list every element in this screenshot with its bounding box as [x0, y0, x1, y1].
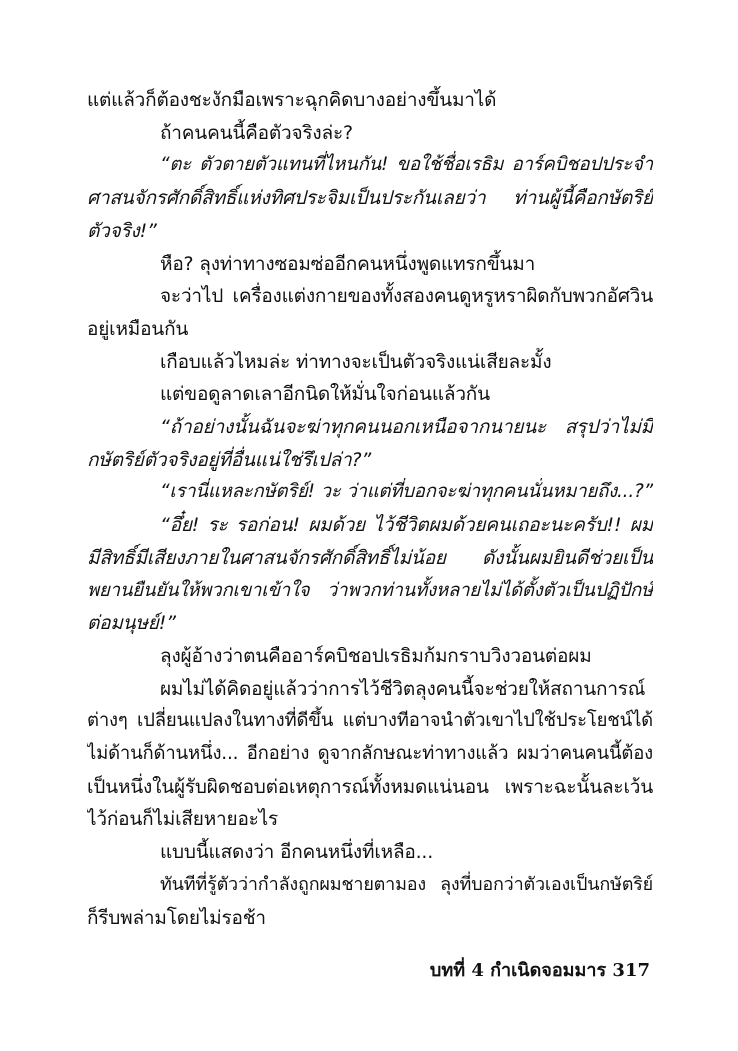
text-line: พยานยืนยันให้พวกเขาเข้าใจ ว่าพวกท่านทั้งหลายไม่ได้ตั้งตัวเป็นปฏิปักษ์: [87, 579, 653, 601]
text-line: ก็รีบพล่ามโดยไม่รอช้า: [87, 906, 266, 929]
text-line: ผมไม่ได้คิดอยู่แล้วว่าการไว้ชีวิตลุงคนนี้จะช่วยให้สถานการณ์: [160, 677, 646, 700]
text-line: ไม่ด้านก็ด้านหนึ่ง... อีกอย่าง ดูจากลักษณะท่าทางแล้ว ผมว่าคนคนนี้ต้อง: [87, 743, 653, 764]
text-line: แต่แล้วก็ต้องชะงักมือเพราะฉุกคิดบางอย่างขึ้นมาได้: [87, 89, 497, 111]
text-line: ศาสนจักรศักดิ์สิทธิ์แห่งทิศประจิมเป็นประกันเลยว่า ท่านผู้นี้คือกษัตริย์: [87, 187, 653, 210]
text-line: “ถ้าอย่างนั้นฉันจะฆ่าทุกคนนอกเหนือจากนายนะ สรุปว่าไม่มี: [160, 416, 653, 438]
page-footer: [430, 957, 650, 985]
text-line: กษัตริย์ตัวจริงอยู่ที่อื่นแน่ใช่รึเปล่า?”: [87, 448, 372, 471]
text-line: ต่างๆ เปลี่ยนแปลงในทางที่ดีขึ้น แต่บางทีอาจนำตัวเขาไปใช้ประโยชน์ได้: [87, 710, 653, 732]
text-line: ถ้าคนคนนี้คือตัวจริงล่ะ?: [160, 121, 353, 144]
page-number: 317: [612, 960, 650, 981]
text-line: แต่ขอดูลาดเลาอีกนิดให้มั่นใจก่อนแล้วกัน: [160, 383, 490, 406]
text-line: ไว้ก่อนก็ไม่เสียหายอะไร: [87, 808, 279, 831]
text-line: อยู่เหมือนกัน: [87, 317, 189, 340]
text-line: จะว่าไป เครื่องแต่งกายของทั้งสองคนดูหรูหราผิดกับพวกอัศวิน: [160, 285, 653, 308]
text-line: “เรานี่แหละกษัตริย์! วะ ว่าแต่ที่บอกจะฆ่าทุกคนนั่นหมายถึง...?”: [160, 481, 653, 503]
chapter-title: บทที่ 4 กำเนิดจอมมาร: [429, 960, 607, 981]
text-line: หือ? ลุงท่าทางซอมซ่ออีกคนหนึ่งพูดแทรกขึ้นมา: [160, 252, 536, 275]
text-line: ลุงผู้อ้างว่าตนคืออาร์คบิชอปเรธิมก้มกราบวิงวอนต่อผม: [160, 644, 592, 667]
text-line: มีสิทธิ์มีเสียงภายในศาสนจักรศักดิ์สิทธิ์ไม่น้อย ดังนั้นผมยินดีช่วยเป็น: [87, 546, 653, 569]
text-line: ตัวจริง!”: [87, 219, 157, 242]
text-line: “ตะ ตัวตายตัวแทนที่ไหนกัน! ขอใช้ชื่อเรธิม อาร์คบิชอปประจำ: [160, 154, 653, 176]
text-line: ต่อมนุษย์!”: [87, 612, 176, 635]
text-line: ทันทีที่รู้ตัวว่ากำลังถูกผมชายตามอง ลุงที่บอกว่าตัวเองเป็นกษัตริย์: [160, 873, 653, 895]
text-line: แบบนี้แสดงว่า อีกคนหนึ่งที่เหลือ...: [160, 841, 434, 864]
text-line: เกือบแล้วไหมล่ะ ท่าทางจะเป็นตัวจริงแน่เสียละมั้ง: [160, 350, 552, 373]
text-line: เป็นหนึ่งในผู้รับผิดชอบต่อเหตุการณ์ทั้งหมดแน่นอน เพราะฉะนั้นละเว้น: [87, 775, 653, 798]
text-line: “อึ๋ย! ระ รอก่อน! ผมด้วย ไว้ชีวิตผมด้วยคนเถอะนะครับ!! ผม: [160, 514, 653, 537]
